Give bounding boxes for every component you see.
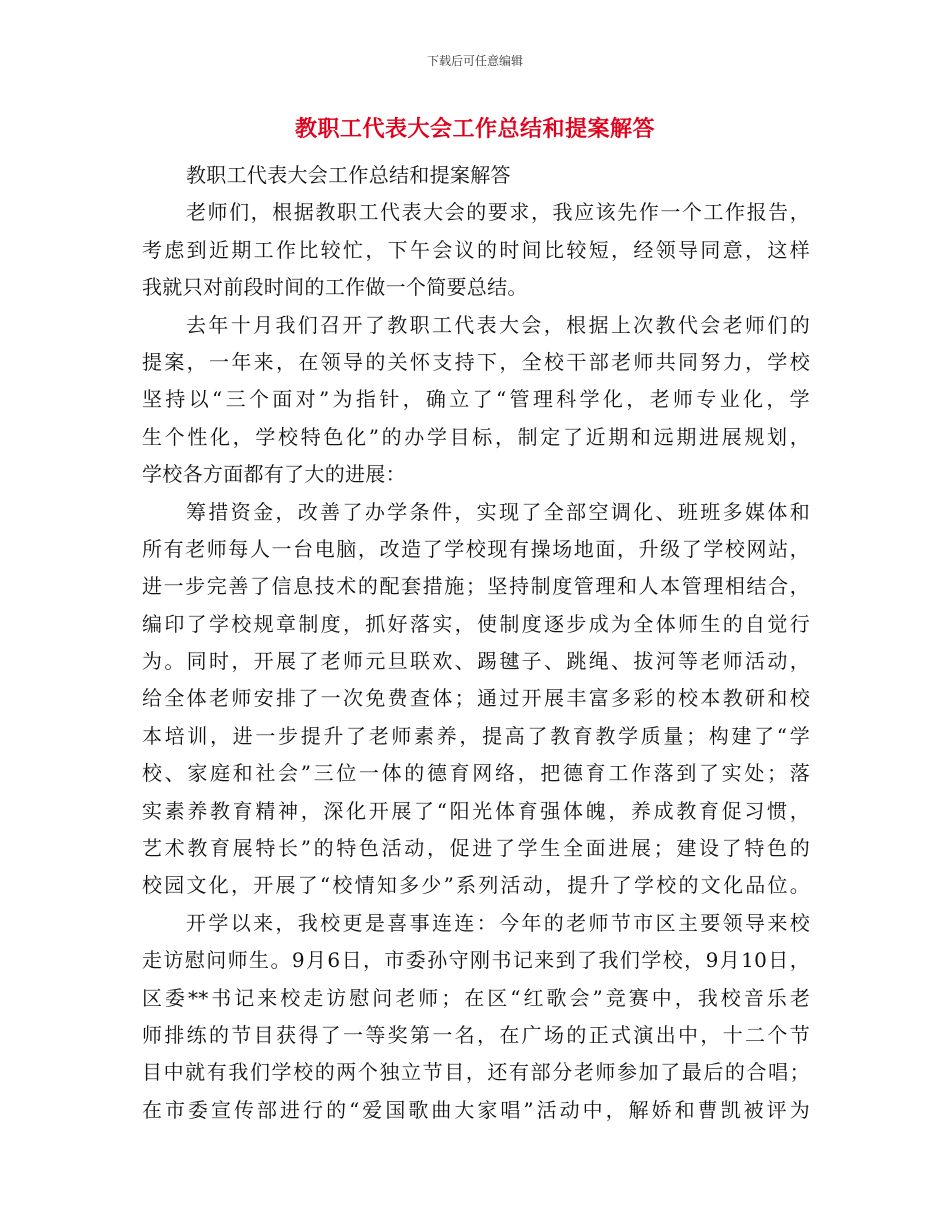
text-line: 艺术教育展特长”的特色活动，促进了学生全面进展；建设了特色的 <box>142 836 810 861</box>
document-title: 教职工代表大会工作总结和提案解答 <box>294 117 655 142</box>
text-line: 教职工代表大会工作总结和提案解答 <box>186 163 511 187</box>
text-line: 在市委宣传部进行的“爱国歌曲大家唱”活动中，解娇和曹凯被评为 <box>142 1097 810 1122</box>
text-line: 考虑到近期工作比较忙，下午会议的时间比较短，经领导同意，这样 <box>142 237 810 262</box>
text-line: 编印了学校规章制度，抓好落实，使制度逐步成为全体师生的自觉行 <box>142 611 810 636</box>
text-line: 本培训，进一步提升了老师素养，提高了教育教学质量；构建了“学 <box>142 723 810 748</box>
header-note: 下载后可任意编辑 <box>426 54 523 68</box>
text-line: 给全体老师安排了一次免费查体；通过开展丰富多彩的校本教研和校 <box>142 686 810 711</box>
text-line: 进一步完善了信息技术的配套措施；坚持制度管理和人本管理相结合， <box>142 574 810 599</box>
text-line: 开学以来，我校更是喜事连连：今年的老师节市区主要领导来校 <box>186 910 810 935</box>
text-line: 去年十月我们召开了教职工代表大会，根据上次教代会老师们的 <box>186 312 810 337</box>
text-line: 坚持以“三个面对”为指针，确立了“管理科学化，老师专业化，学 <box>142 387 810 412</box>
text-line: 目中就有我们学校的两个独立节目，还有部分老师参加了最后的合唱； <box>142 1060 810 1085</box>
text-line: 提案，一年来，在领导的关怀支持下，全校干部老师共同努力，学校 <box>142 349 810 374</box>
text-line: 为。同时，开展了老师元旦联欢、踢毽子、跳绳、拔河等老师活动， <box>142 649 810 674</box>
text-line: 学校各方面都有了大的进展： <box>142 462 406 487</box>
text-line: 生个性化，学校特色化”的办学目标，制定了近期和远期进展规划， <box>142 424 810 449</box>
text-line: 实素养教育精神，深化开展了“阳光体育强体魄，养成教育促习惯， <box>142 798 810 823</box>
document-body <box>142 157 810 1129</box>
text-line: 所有老师每人一台电脑，改造了学校现有操场地面，升级了学校网站， <box>142 536 810 561</box>
text-line: 走访慰问师生。9月6日，市委孙守刚书记来到了我们学校，9月10日， <box>142 948 810 973</box>
text-line: 区委**书记来校走访慰问老师；在区“红歌会”竞赛中，我校音乐老 <box>142 985 810 1010</box>
text-line: 老师们，根据教职工代表大会的要求，我应该先作一个工作报告， <box>186 200 810 225</box>
text-line: 筹措资金，改善了办学条件，实现了全部空调化、班班多媒体和 <box>186 499 810 524</box>
text-line: 校园文化，开展了“校情知多少”系列活动，提升了学校的文化品位。 <box>142 873 810 898</box>
text-line: 师排练的节目获得了一等奖第一名，在广场的正式演出中，十二个节 <box>142 1022 810 1047</box>
text-line: 我就只对前段时间的工作做一个简要总结。 <box>142 275 528 300</box>
text-line: 校、家庭和社会”三位一体的德育网络，把德育工作落到了实处；落 <box>142 761 810 786</box>
